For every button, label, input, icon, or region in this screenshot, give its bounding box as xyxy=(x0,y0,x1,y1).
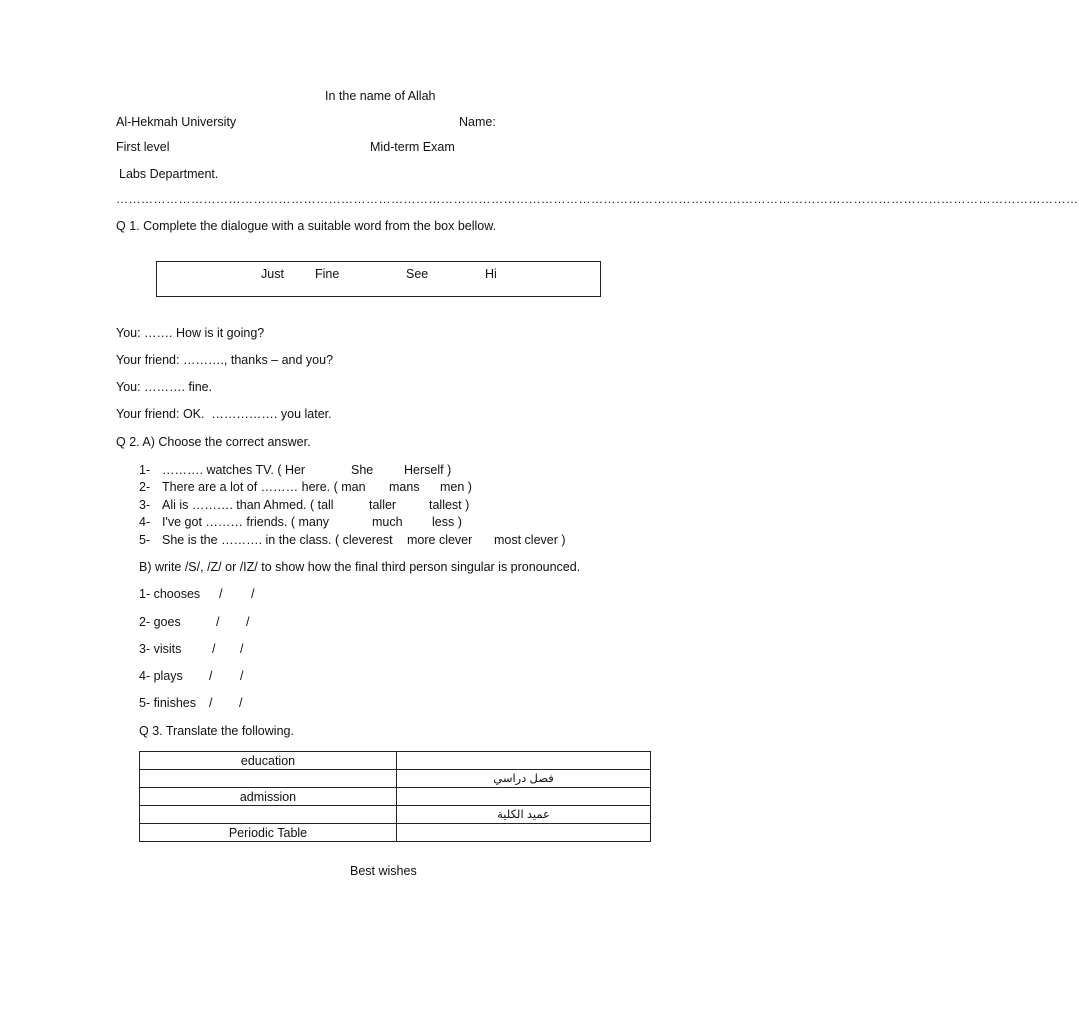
q1-instruction: Q 1. Complete the dialogue with a suitable word from the box bellow. xyxy=(116,219,497,233)
word-box xyxy=(156,261,601,297)
item-number: 1- xyxy=(139,463,151,477)
table-row xyxy=(140,752,651,770)
word-box-item: See xyxy=(406,267,429,281)
arabic-cell: عميد الكلية xyxy=(397,806,651,824)
slash-divider: / xyxy=(219,587,223,601)
closing-text: Best wishes xyxy=(350,864,417,878)
item-text: Ali is ………. than Ahmed. ( tall xyxy=(162,498,334,512)
level-label: First level xyxy=(116,140,170,154)
slash-divider: / xyxy=(240,669,244,683)
english-cell xyxy=(140,806,397,824)
item-option: She xyxy=(351,463,374,477)
word-box-item: Hi xyxy=(485,267,497,281)
item-option: tallest ) xyxy=(429,498,470,512)
dialogue-line: You: ………. fine. xyxy=(116,380,213,394)
item-option: taller xyxy=(369,498,397,512)
item-text: She is the ………. in the class. ( cleverest xyxy=(162,533,393,547)
slash-divider: / xyxy=(246,615,250,629)
item-text: There are a lot of ……… here. ( man xyxy=(162,480,366,494)
verb-item: 1- chooses xyxy=(139,587,201,601)
arabic-cell xyxy=(397,824,651,842)
verb-item: 2- goes xyxy=(139,615,181,629)
item-option: much xyxy=(372,515,403,529)
arabic-cell xyxy=(397,752,651,770)
table-row xyxy=(140,806,651,824)
item-option: less ) xyxy=(432,515,462,529)
slash-divider: / xyxy=(209,669,213,683)
dialogue-line: You: ……. How is it going? xyxy=(116,326,265,340)
slash-divider: / xyxy=(212,642,216,656)
item-text: ………. watches TV. ( Her xyxy=(162,463,306,477)
item-number: 4- xyxy=(139,515,151,529)
item-option: men ) xyxy=(440,480,472,494)
dialogue-line: Your friend: ………., thanks – and you? xyxy=(116,353,334,367)
arabic-cell xyxy=(397,788,651,806)
english-cell xyxy=(140,770,397,788)
verb-item: 5- finishes xyxy=(139,696,196,710)
page-title: In the name of Allah xyxy=(325,89,436,103)
slash-divider: / xyxy=(251,587,255,601)
dialogue-line: Your friend: OK. ……………. you later. xyxy=(116,407,332,421)
item-option: more clever xyxy=(407,533,473,547)
separator-line: …………………………………………………………………………………………………………………………………………………………………………………………………………… xyxy=(116,192,1079,206)
item-option: most clever ) xyxy=(494,533,566,547)
item-number: 2- xyxy=(139,480,151,494)
table-row xyxy=(140,824,651,842)
slash-divider: / xyxy=(239,696,243,710)
english-cell: education xyxy=(140,752,397,770)
english-cell: Periodic Table xyxy=(140,824,397,842)
word-box-item: Fine xyxy=(315,267,340,281)
department-label: Labs Department. xyxy=(119,167,219,181)
item-number: 3- xyxy=(139,498,151,512)
word-box-item: Just xyxy=(261,267,284,281)
verb-item: 3- visits xyxy=(139,642,182,656)
verb-item: 4- plays xyxy=(139,669,183,683)
table-row xyxy=(140,770,651,788)
table-row xyxy=(140,788,651,806)
item-text: I've got ……… friends. ( many xyxy=(162,515,330,529)
university-name: Al-Hekmah University xyxy=(116,115,237,129)
exam-label: Mid-term Exam xyxy=(370,140,455,154)
translation-table xyxy=(139,751,651,842)
q2a-instruction: Q 2. A) Choose the correct answer. xyxy=(116,435,311,449)
item-number: 5- xyxy=(139,533,151,547)
name-label: Name: xyxy=(459,115,496,129)
item-option: Herself ) xyxy=(404,463,452,477)
slash-divider: / xyxy=(209,696,213,710)
arabic-cell: فصل دراسي xyxy=(397,770,651,788)
slash-divider: / xyxy=(240,642,244,656)
item-option: mans xyxy=(389,480,420,494)
slash-divider: / xyxy=(216,615,220,629)
q2b-instruction: B) write /S/, /Z/ or /IZ/ to show how the final third person singular is pronounced. xyxy=(139,560,581,574)
q3-instruction: Q 3. Translate the following. xyxy=(139,724,294,738)
english-cell: admission xyxy=(140,788,397,806)
